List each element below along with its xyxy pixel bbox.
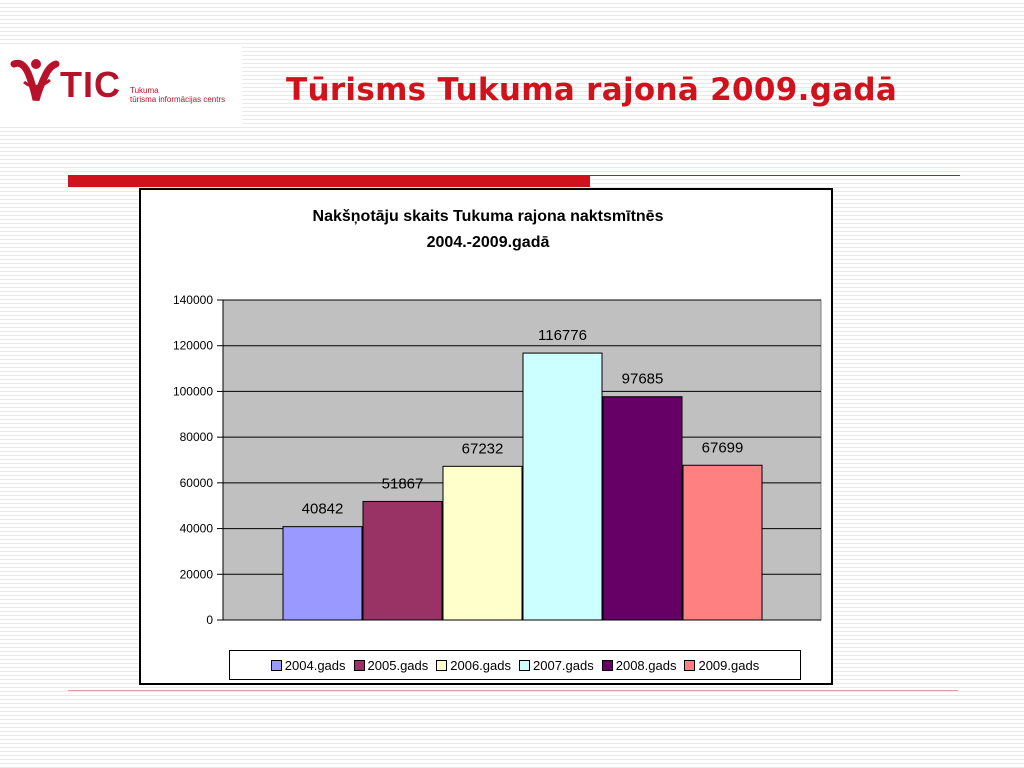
y-tick-label: 100000 xyxy=(172,384,213,399)
legend-item xyxy=(271,658,346,673)
legend-label: 2006.gads xyxy=(450,657,511,673)
legend-item xyxy=(354,658,429,673)
legend-label: 2005.gads xyxy=(367,657,429,673)
data-label: 51867 xyxy=(381,475,424,493)
data-label: 97685 xyxy=(621,370,664,388)
slide-title: Tūrisms Tukuma rajonā 2009.gadā xyxy=(286,72,898,108)
chart-title-line1: Nakšņotāju skaits Tukuma rajona naktsmītnēs xyxy=(312,208,664,225)
y-tick-label: 140000 xyxy=(172,293,213,307)
bar-2008.gads xyxy=(603,397,682,620)
legend-label: 2008.gads xyxy=(615,657,677,673)
legend-item xyxy=(602,658,677,673)
legend-item xyxy=(436,658,511,673)
bar-2007.gads xyxy=(523,353,602,620)
legend-swatch xyxy=(354,660,365,671)
chart-title-line2: 2004.-2009.gadā xyxy=(426,234,550,251)
y-tick-label: 0 xyxy=(206,613,213,627)
y-tick-label: 60000 xyxy=(179,475,213,490)
y-tick-label: 40000 xyxy=(179,521,213,536)
logo-text: TIC xyxy=(60,64,121,105)
legend-swatch xyxy=(271,660,282,671)
bar-2009.gads xyxy=(683,465,762,620)
bar-2004.gads xyxy=(283,527,362,620)
footer-divider xyxy=(68,690,958,691)
y-tick-label: 80000 xyxy=(179,430,213,445)
bar-chart xyxy=(141,190,835,650)
y-tick-label: 120000 xyxy=(172,338,213,353)
bar-2005.gads xyxy=(363,501,442,620)
title-underline-line xyxy=(590,175,960,176)
tic-logo-mark-icon xyxy=(10,56,62,108)
data-label: 40842 xyxy=(301,500,344,518)
y-tick-label: 20000 xyxy=(179,567,213,582)
title-underline-bar xyxy=(68,175,590,187)
logo-subtitle: Tukuma tūrisma informācijas centrs xyxy=(130,86,226,104)
data-label: 116776 xyxy=(538,327,587,345)
data-label: 67699 xyxy=(701,439,744,457)
data-label: 67232 xyxy=(461,440,504,458)
legend-label: 2009.gads xyxy=(698,657,760,673)
chart-legend xyxy=(229,650,801,680)
legend-swatch xyxy=(436,660,447,671)
legend-swatch xyxy=(602,660,613,671)
bar-2006.gads xyxy=(443,466,522,620)
legend-swatch xyxy=(519,660,530,671)
legend-item xyxy=(684,658,759,673)
legend-label: 2004.gads xyxy=(284,657,346,673)
legend-item xyxy=(519,658,594,673)
legend-swatch xyxy=(684,660,695,671)
tic-logo xyxy=(0,44,242,126)
chart-frame xyxy=(139,188,833,685)
legend-label: 2007.gads xyxy=(533,657,594,673)
